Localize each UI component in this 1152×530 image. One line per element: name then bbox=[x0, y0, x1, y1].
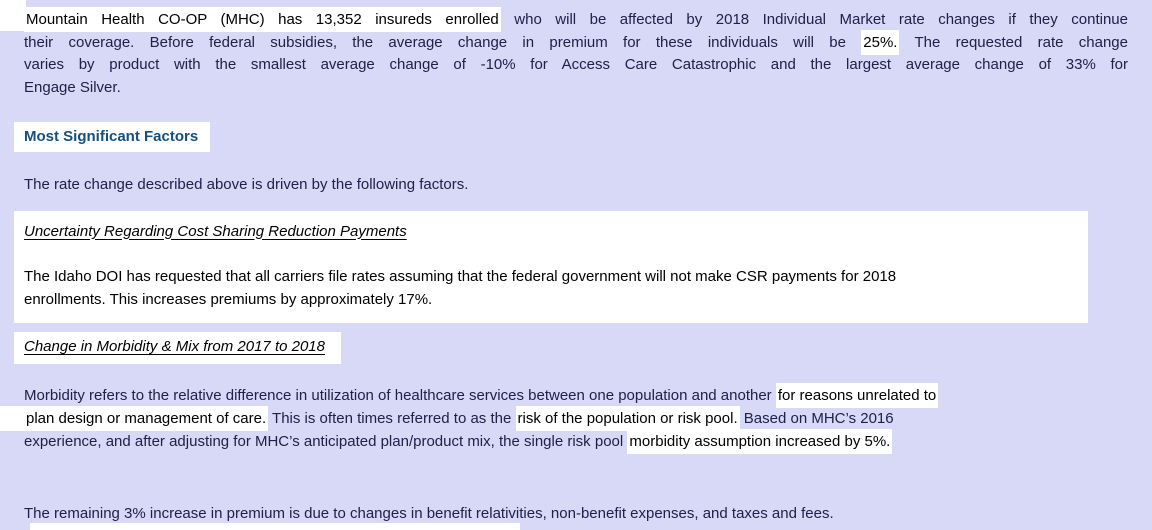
morbidity-line-2-text: This is often times referred to as the bbox=[268, 409, 516, 427]
morbidity-line-2 bbox=[24, 407, 1128, 430]
csr-body-line-2: enrollments. This increases premiums by approximately 17%. bbox=[24, 291, 433, 308]
highlight-25-percent: 25%. bbox=[861, 30, 899, 55]
clipped-line-highlight bbox=[30, 523, 520, 530]
section-heading-row bbox=[14, 122, 1152, 152]
morbidity-heading-box bbox=[14, 332, 341, 364]
morbidity-line-3-text: experience, and after adjusting for MHC’s anticipated plan/product mix, the single risk pool bbox=[24, 432, 628, 450]
csr-section-block bbox=[14, 211, 1088, 324]
morbidity-line-3 bbox=[24, 430, 1128, 453]
highlight-insureds-enrolled: Mountain Health CO-OP (MHC) has 13,352 insureds enrolled bbox=[24, 7, 501, 32]
intro-line-2 bbox=[24, 32, 1128, 55]
csr-body-line-1: The Idaho DOI has requested that all carriers file rates assuming that the federal government will not make CSR payments for 2018 bbox=[24, 268, 897, 285]
morbidity-line-1-text: Morbidity refers to the relative difference in utilization of healthcare services between one population and another bbox=[24, 386, 776, 404]
intro-line-2-end: The requested rate change bbox=[899, 33, 1128, 51]
morbidity-line-1 bbox=[24, 384, 1128, 407]
morbidity-section-heading: Change in Morbidity & Mix from 2017 to 2018 bbox=[24, 338, 325, 355]
morbidity-line-2-end: Based on MHC’s 2016 bbox=[739, 409, 894, 427]
morbidity-paragraph bbox=[0, 384, 1152, 453]
intro-paragraph bbox=[0, 9, 1152, 99]
highlight-reasons-unrelated: for reasons unrelated to bbox=[776, 383, 938, 408]
csr-section-heading: Uncertainty Regarding Cost Sharing Reduction Payments bbox=[24, 222, 407, 240]
intro-line-1 bbox=[24, 9, 1128, 32]
highlight-risk-pool: risk of the population or risk pool. bbox=[516, 406, 740, 431]
lead-in-sentence: The rate change described above is driven by the following factors. bbox=[24, 176, 469, 193]
highlight-morbidity-assumption: morbidity assumption increased by 5%. bbox=[627, 429, 892, 454]
section-heading: Most Significant Factors bbox=[14, 122, 210, 152]
morbidity-heading-row bbox=[14, 332, 1152, 364]
intro-line-1-text: who will be affected by 2018 Individual Market rate changes if they continue bbox=[500, 11, 1128, 28]
intro-line-2-start: their coverage. Before federal subsidies, the average change in premium for these individuals will be bbox=[24, 33, 862, 51]
intro-line-4: Engage Silver. bbox=[24, 78, 121, 96]
closing-paragraph: The remaining 3% increase in premium is due to changes in benefit relativities, non-benefit expenses, and taxes and fees. bbox=[24, 504, 834, 522]
csr-section-body bbox=[24, 265, 1078, 311]
highlight-plan-design: plan design or management of care. bbox=[24, 406, 268, 431]
intro-line-3: varies by product with the smallest average change of -10% for Access Care Catastrophic and the largest average change of 33% for bbox=[24, 56, 1128, 73]
